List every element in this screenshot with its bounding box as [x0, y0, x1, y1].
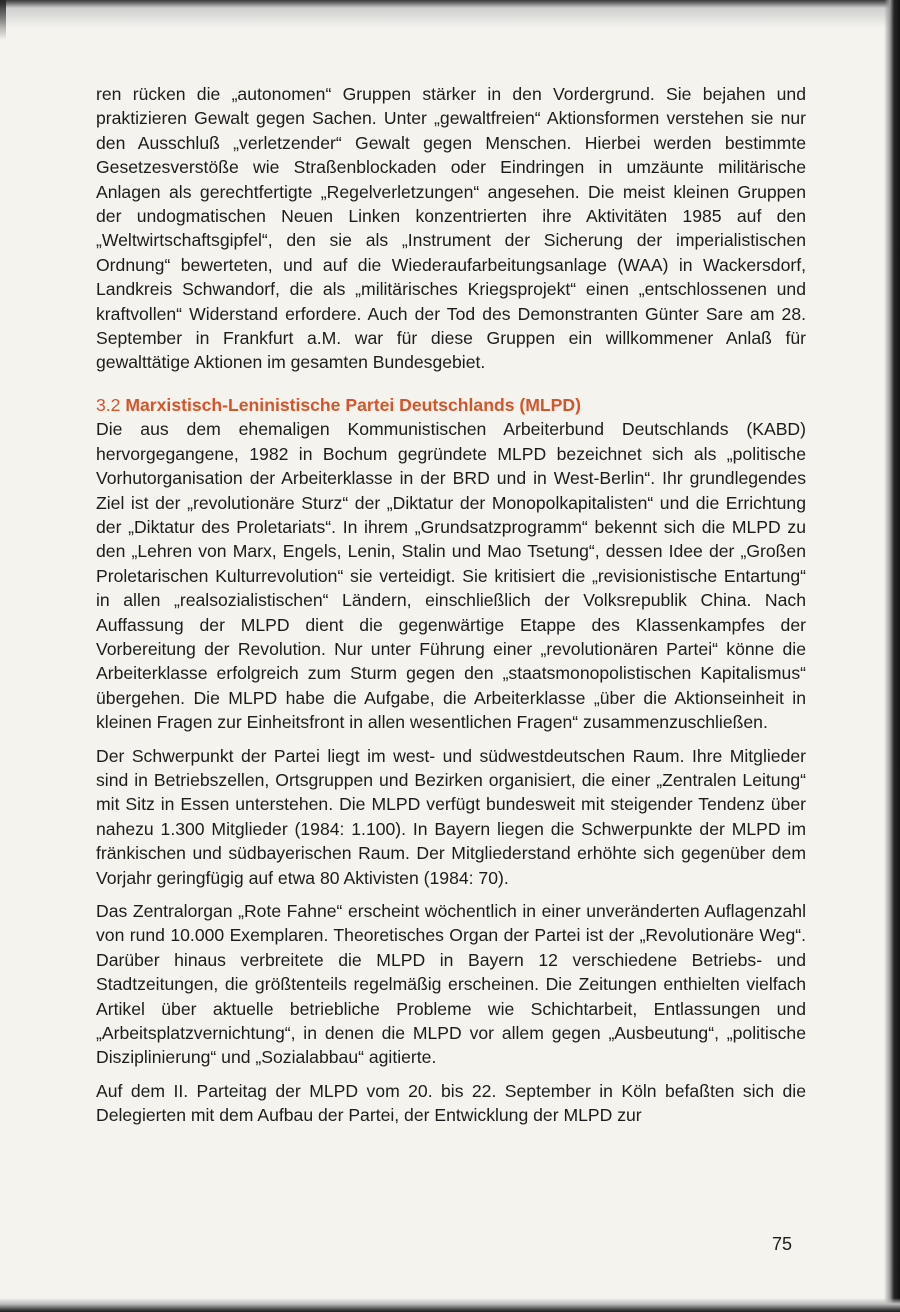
- paragraph-mlpd-presse: Das Zentralorgan „Rote Fahne“ erscheint wöchentlich in einer unveränderten Auflagenzahl von rund 10.000 Exemplaren. Theoretisches Organ der Partei ist der „Revolutionäre Weg“. Darüber hinaus verbreitete die MLPD in Bayern 12 verschiedene Betriebs- und Stadtzeitungen, die größtenteils regelmäßig erscheinen. Die Zeitungen enthielten vielfach Artikel über aktuelle betriebliche Probleme wie Schichtarbeit, Entlassungen und „Arbeitsplatzvernichtung“, in denen die MLPD vor allem gegen „Ausbeutung“, „politische Disziplinierung“ und „Sozialabbau“ agitierte.: [96, 901, 806, 1068]
- paragraph-mlpd-mitglieder: Der Schwerpunkt der Partei liegt im west- und südwestdeutschen Raum. Ihre Mitglieder sind in Betriebszellen, Ortsgruppen und Bezirken organisiert, die einer „Zentralen Leitung“ mit Sitz in Essen unterstehen. Die MLPD verfügt bundesweit mit steigender Tendenz über nahezu 1.300 Mitglieder (1984: 1.100). In Bayern liegen die Schwerpunkte der MLPD im fränkischen und südbayerischen Raum. Der Mitgliederstand erhöhte sich gegenüber dem Vorjahr geringfügig auf etwa 80 Aktivisten (1984: 70).: [96, 745, 806, 888]
- paragraph-autonome-gruppen: ren rücken die „autonomen“ Gruppen stärker in den Vordergrund. Sie bejahen und praktizieren Gewalt gegen Sachen. Unter „gewaltfreien“ Aktionsformen verstehen sie nur den Ausschluß „verletzender“ Gewalt gegen Menschen. Hierbei werden bestimmte Gesetzesverstöße wie Straßenblockaden oder Eindringen in umzäunte militärische Anlagen als gerechtfertigte „Regelverletzungen“ angesehen. Die meist kleinen Gruppen der undogmatischen Neuen Linken konzentrierten ihre Aktivitäten 1985 auf den „Weltwirtschaftsgipfel“, den sie als „Instrument der Sicherung der imperialistischen Ordnung“ bewerteten, und auf die Wiederaufarbeitungsanlage (WAA) in Wackersdorf, Landkreis Schwandorf, die als „militärisches Kriegsprojekt“ einen „entschlossenen und kraftvollen“ Widerstand erfordere. Auch der Tod des Demonstranten Günter Sare am 28. September in Frankfurt a.M. war für diese Gruppen ein willkommener Anlaß für gewalttätige Aktionen im gesamten Bundesgebiet.: [96, 84, 806, 373]
- scan-edge-top: [0, 0, 900, 30]
- page-number: 75: [772, 1234, 793, 1254]
- paragraph-mlpd-ziele: Die aus dem ehemaligen Kommunistischen Arbeiterbund Deutschlands (KABD) hervorgegangene, 1982 in Bochum gegründete MLPD bezeichnet sich als „politische Vorhutorganisation der Arbeiterklasse in der BRD und in West-Berlin“. Ihr grundlegendes Ziel ist der „revolutionäre Sturz“ der „Diktatur der Monopolkapitalisten“ und die Errichtung der „Diktatur des Proletariats“. In ihrem „Grundsatzprogramm“ bekennt sich die MLPD zu den „Lehren von Marx, Engels, Lenin, Stalin und Mao Tsetung“, dessen Idee der „Großen Proletarischen Kulturrevolution“ sie verteidigt. Sie kritisiert die „revisionistische Entartung“ in allen „realsozialistischen“ Ländern, einschließlich der Volksrepublik China. Nach Auffassung der MLPD dient die gegenwärtige Etappe des Klassenkampfes der Vorbereitung der Revolution. Nur unter Führung einer „revolutionären Partei“ könne die Arbeiterklasse erfolgreich zum Sturm gegen den „staatsmonopolistischen Kapitalismus“ übergehen. Die MLPD habe die Aufgabe, die Arbeiterklasse „über die Aktionseinheit in kleinen Fragen zur Einheitsfront in allen wesentlichen Fragen“ zusammenzuschließen.: [96, 419, 806, 733]
- page-body: [96, 82, 806, 1128]
- scan-edge-bottom: [0, 1298, 900, 1312]
- section-number: 3.2: [96, 394, 121, 415]
- scan-edge-left: [0, 0, 6, 40]
- section-heading: [96, 393, 806, 417]
- paragraph-mlpd-parteitag: Auf dem II. Parteitag der MLPD vom 20. bis 22. September in Köln befaßten sich die Delegierten mit dem Aufbau der Partei, der Entwicklung der MLPD zur: [96, 1080, 806, 1126]
- scan-edge-right: [884, 0, 900, 1312]
- section-title: Marxistisch-Leninistische Partei Deutschlands (MLPD): [125, 394, 581, 415]
